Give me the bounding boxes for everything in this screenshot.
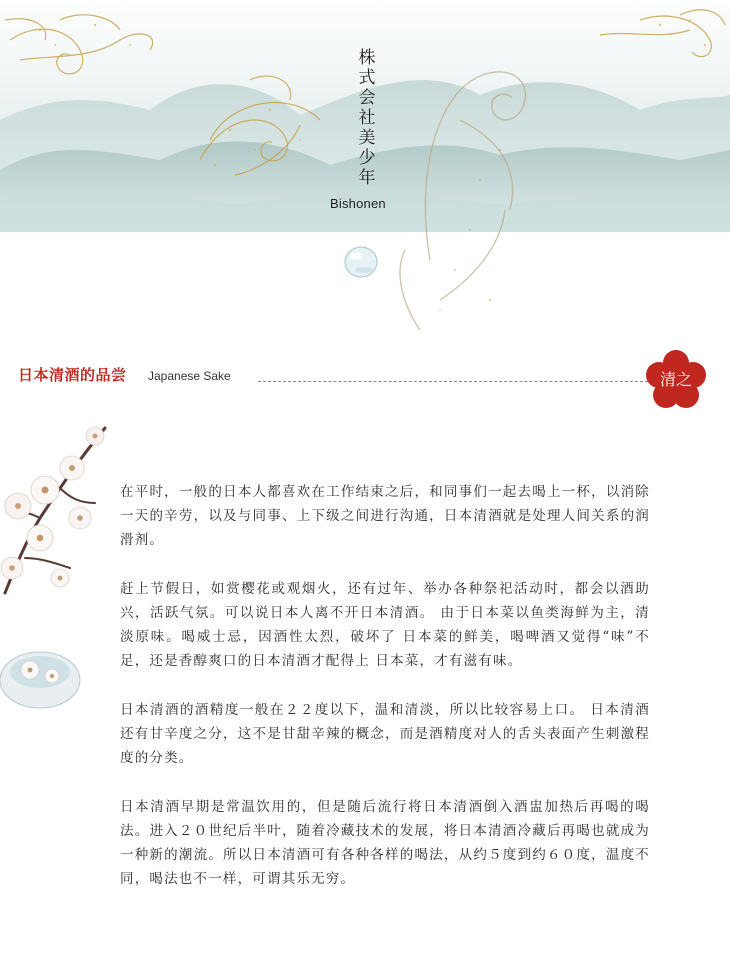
article-body bbox=[120, 480, 650, 916]
section-title-en: Japanese Sake bbox=[148, 369, 231, 383]
dashed-divider bbox=[258, 381, 648, 382]
article-paragraph: 日本清酒的酒精度一般在２２度以下，温和清淡，所以比较容易上口。 日本清酒还有甘辛度之分，这不是甘甜辛辣的概念，而是酒精度对人的舌头表面产生刺激程度的分类。 bbox=[120, 702, 650, 766]
section-title-cn: 日本清酒的品尝 bbox=[18, 366, 127, 384]
water-drop-icon bbox=[345, 247, 377, 277]
section-heading bbox=[18, 364, 718, 392]
company-name-en: Bishonen bbox=[330, 196, 386, 211]
sakura-seal-icon bbox=[646, 350, 706, 408]
article-paragraph: 在平时，一般的日本人都喜欢在工作结束之后，和同事们一起去喝上一杯，以消除一天的辛劳，以及与同事、上下级之间进行沟通，日本清酒就是处理人间关系的润滑剂。 bbox=[120, 484, 650, 548]
header-banner bbox=[0, 0, 730, 232]
cherry-blossom-branch bbox=[0, 418, 116, 728]
seal-text: 清之 bbox=[659, 370, 693, 389]
sake-cup-icon bbox=[0, 652, 80, 708]
company-name-cn: 株式会社美少年 bbox=[358, 48, 376, 188]
article-paragraph: 日本清酒早期是常温饮用的，但是随后流行将日本清酒倒入酒盅加热后再喝的喝法。进入２０世纪后半叶，随着冷藏技术的发展，将日本清酒冷藏后再喝也就成为一种新的潮流。所以日本清酒可有各种各样的喝法，从约５度到约６０度，温度不同，喝法也不一样，可谓其乐无穷。 bbox=[120, 799, 650, 887]
article-paragraph: 赶上节假日，如赏樱花或观烟火，还有过年、举办各种祭祀活动时，都会以酒助兴，活跃气氛。可以说日本人离不开日本清酒。 由于日本菜以鱼类海鲜为主，清淡原味。喝威士忌，因酒性太烈，破坏了 日本菜的鲜美，喝啤酒又觉得“味”不足，还是香醇爽口的日本清酒才配得上 日本菜，才有滋有味。 bbox=[120, 581, 650, 669]
